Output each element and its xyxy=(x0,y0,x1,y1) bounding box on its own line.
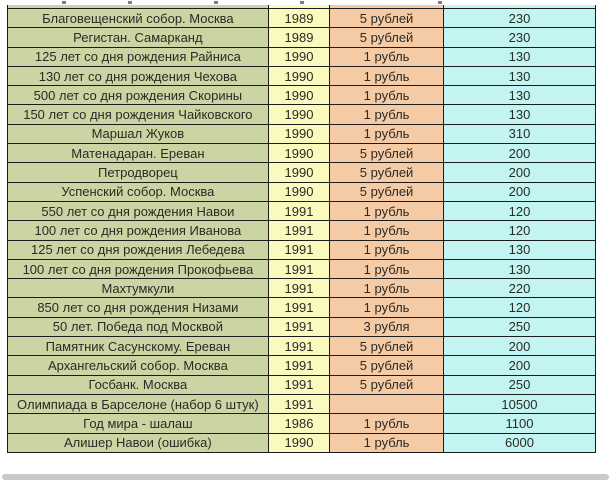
denomination-cell[interactable]: 1 рубль xyxy=(330,221,444,240)
price-cell[interactable]: 120 xyxy=(443,298,595,317)
denomination-cell[interactable]: 1 рубль xyxy=(330,86,444,105)
coin-name-cell[interactable]: 500 лет со дня рождения Скорины xyxy=(8,86,269,105)
coin-name-cell[interactable]: Регистан. Самарканд xyxy=(8,28,269,47)
coin-name-cell[interactable]: Петродворец xyxy=(8,163,269,182)
year-cell[interactable]: 1990 xyxy=(268,66,329,85)
denomination-cell[interactable]: 1 рубль xyxy=(330,66,444,85)
price-cell[interactable]: 220 xyxy=(443,279,595,298)
table-row xyxy=(8,47,596,66)
horizontal-scrollbar[interactable] xyxy=(2,474,609,480)
denomination-cell[interactable]: 3 рубля xyxy=(330,317,444,336)
year-cell[interactable]: 1991 xyxy=(268,221,329,240)
year-cell[interactable]: 1990 xyxy=(268,433,329,452)
table-row xyxy=(8,433,596,452)
coin-name-cell[interactable]: 130 лет со дня рождения Чехова xyxy=(8,66,269,85)
year-cell[interactable]: 1991 xyxy=(268,394,329,413)
denomination-cell[interactable]: 1 рубль xyxy=(330,47,444,66)
denomination-cell[interactable]: 5 рублей xyxy=(330,28,444,47)
price-cell[interactable]: 1100 xyxy=(443,414,595,433)
coin-name-cell[interactable]: 100 лет со дня рождения Иванова xyxy=(8,221,269,240)
table-row xyxy=(8,414,596,433)
year-cell[interactable]: 1991 xyxy=(268,240,329,259)
coin-name-cell[interactable]: Памятник Сасунскому. Ереван xyxy=(8,337,269,356)
denomination-cell[interactable]: 5 рублей xyxy=(330,163,444,182)
coin-name-cell[interactable]: 550 лет со дня рождения Навои xyxy=(8,201,269,220)
denomination-cell[interactable]: 1 рубль xyxy=(330,124,444,143)
table-row xyxy=(8,144,596,163)
year-cell[interactable]: 1990 xyxy=(268,124,329,143)
year-cell[interactable]: 1990 xyxy=(268,86,329,105)
year-cell[interactable]: 1990 xyxy=(268,144,329,163)
table-row xyxy=(8,356,596,375)
price-cell[interactable]: 230 xyxy=(443,28,595,47)
price-cell[interactable]: 120 xyxy=(443,201,595,220)
denomination-cell[interactable]: 1 рубль xyxy=(330,279,444,298)
denomination-cell[interactable] xyxy=(330,394,444,413)
denomination-cell[interactable]: 1 рубль xyxy=(330,201,444,220)
coin-name-cell[interactable]: Махтумкули xyxy=(8,279,269,298)
coin-name-cell[interactable]: Матенадаран. Ереван xyxy=(8,144,269,163)
cropped-text-artifact xyxy=(62,1,66,4)
table-row xyxy=(8,375,596,394)
table-row xyxy=(8,279,596,298)
coin-name-cell[interactable]: Благовещенский собор. Москва xyxy=(8,9,269,28)
price-cell[interactable]: 230 xyxy=(443,9,595,28)
price-cell[interactable]: 130 xyxy=(443,86,595,105)
cropped-text-artifact xyxy=(438,1,442,4)
table-row xyxy=(8,28,596,47)
year-cell[interactable]: 1991 xyxy=(268,356,329,375)
coin-name-cell[interactable]: Маршал Жуков xyxy=(8,124,269,143)
denomination-cell[interactable]: 1 рубль xyxy=(330,414,444,433)
coin-price-table-body xyxy=(8,5,596,452)
table-row xyxy=(8,66,596,85)
price-cell[interactable]: 130 xyxy=(443,105,595,124)
year-cell[interactable]: 1990 xyxy=(268,105,329,124)
table-row xyxy=(8,298,596,317)
denomination-cell[interactable]: 5 рублей xyxy=(330,356,444,375)
year-cell[interactable]: 1991 xyxy=(268,201,329,220)
year-cell[interactable]: 1989 xyxy=(268,9,329,28)
price-cell[interactable]: 120 xyxy=(443,221,595,240)
denomination-cell[interactable]: 1 рубль xyxy=(330,298,444,317)
table-row xyxy=(8,317,596,336)
table-row xyxy=(8,9,596,28)
price-cell[interactable]: 200 xyxy=(443,182,595,201)
price-cell[interactable]: 200 xyxy=(443,163,595,182)
price-cell[interactable]: 130 xyxy=(443,66,595,85)
year-cell[interactable]: 1991 xyxy=(268,337,329,356)
table-row xyxy=(8,394,596,413)
denomination-cell[interactable]: 5 рублей xyxy=(330,9,444,28)
table-row xyxy=(8,86,596,105)
denomination-cell[interactable]: 5 рублей xyxy=(330,337,444,356)
coin-name-cell[interactable]: 850 лет со дня рождения Низами xyxy=(8,298,269,317)
year-cell[interactable]: 1991 xyxy=(268,375,329,394)
year-cell[interactable]: 1990 xyxy=(268,163,329,182)
table-row xyxy=(8,201,596,220)
price-cell[interactable]: 130 xyxy=(443,47,595,66)
denomination-cell[interactable]: 1 рубль xyxy=(330,433,444,452)
table-row xyxy=(8,124,596,143)
cropped-text-artifact xyxy=(128,1,132,4)
table-row xyxy=(8,337,596,356)
denomination-cell[interactable]: 1 рубль xyxy=(330,105,444,124)
coin-name-cell[interactable]: 50 лет. Победа под Москвой xyxy=(8,317,269,336)
year-cell[interactable]: 1991 xyxy=(268,298,329,317)
denomination-cell[interactable]: 5 рублей xyxy=(330,182,444,201)
price-cell[interactable]: 10500 xyxy=(443,394,595,413)
price-cell[interactable]: 200 xyxy=(443,144,595,163)
denomination-cell[interactable]: 1 рубль xyxy=(330,259,444,278)
price-cell[interactable]: 130 xyxy=(443,259,595,278)
year-cell[interactable]: 1991 xyxy=(268,279,329,298)
table-row xyxy=(8,105,596,124)
year-cell[interactable]: 1991 xyxy=(268,259,329,278)
year-cell[interactable]: 1990 xyxy=(268,182,329,201)
price-cell[interactable]: 310 xyxy=(443,124,595,143)
coin-name-cell[interactable]: Год мира - шалаш xyxy=(8,414,269,433)
year-cell[interactable]: 1990 xyxy=(268,47,329,66)
cropped-text-artifact xyxy=(214,1,218,4)
coin-name-cell[interactable]: 150 лет со дня рождения Чайковского xyxy=(8,105,269,124)
price-cell[interactable]: 200 xyxy=(443,356,595,375)
coin-name-cell[interactable]: Госбанк. Москва xyxy=(8,375,269,394)
coin-price-table xyxy=(7,5,596,453)
table-row xyxy=(8,240,596,259)
coin-name-cell[interactable]: Успенский собор. Москва xyxy=(8,182,269,201)
cropped-text-artifact xyxy=(300,1,304,4)
coin-name-cell[interactable]: Архангельский собор. Москва xyxy=(8,356,269,375)
table-row xyxy=(8,259,596,278)
coin-name-cell[interactable]: 125 лет со дня рождения Райниса xyxy=(8,47,269,66)
year-cell[interactable]: 1991 xyxy=(268,317,329,336)
table-row xyxy=(8,163,596,182)
year-cell[interactable]: 1989 xyxy=(268,28,329,47)
denomination-cell[interactable]: 5 рублей xyxy=(330,375,444,394)
price-cell[interactable]: 200 xyxy=(443,337,595,356)
coin-name-cell[interactable]: 125 лет со дня рождения Лебедева xyxy=(8,240,269,259)
year-cell[interactable]: 1986 xyxy=(268,414,329,433)
denomination-cell[interactable]: 5 рублей xyxy=(330,144,444,163)
price-cell[interactable]: 130 xyxy=(443,240,595,259)
price-cell[interactable]: 6000 xyxy=(443,433,595,452)
coin-name-cell[interactable]: Олимпиада в Барселоне (набор 6 штук) xyxy=(8,394,269,413)
coin-name-cell[interactable]: Алишер Навои (ошибка) xyxy=(8,433,269,452)
table-row xyxy=(8,182,596,201)
price-cell[interactable]: 250 xyxy=(443,317,595,336)
price-cell[interactable]: 250 xyxy=(443,375,595,394)
table-row xyxy=(8,221,596,240)
coin-name-cell[interactable]: 100 лет со дня рождения Прокофьева xyxy=(8,259,269,278)
denomination-cell[interactable]: 1 рубль xyxy=(330,240,444,259)
